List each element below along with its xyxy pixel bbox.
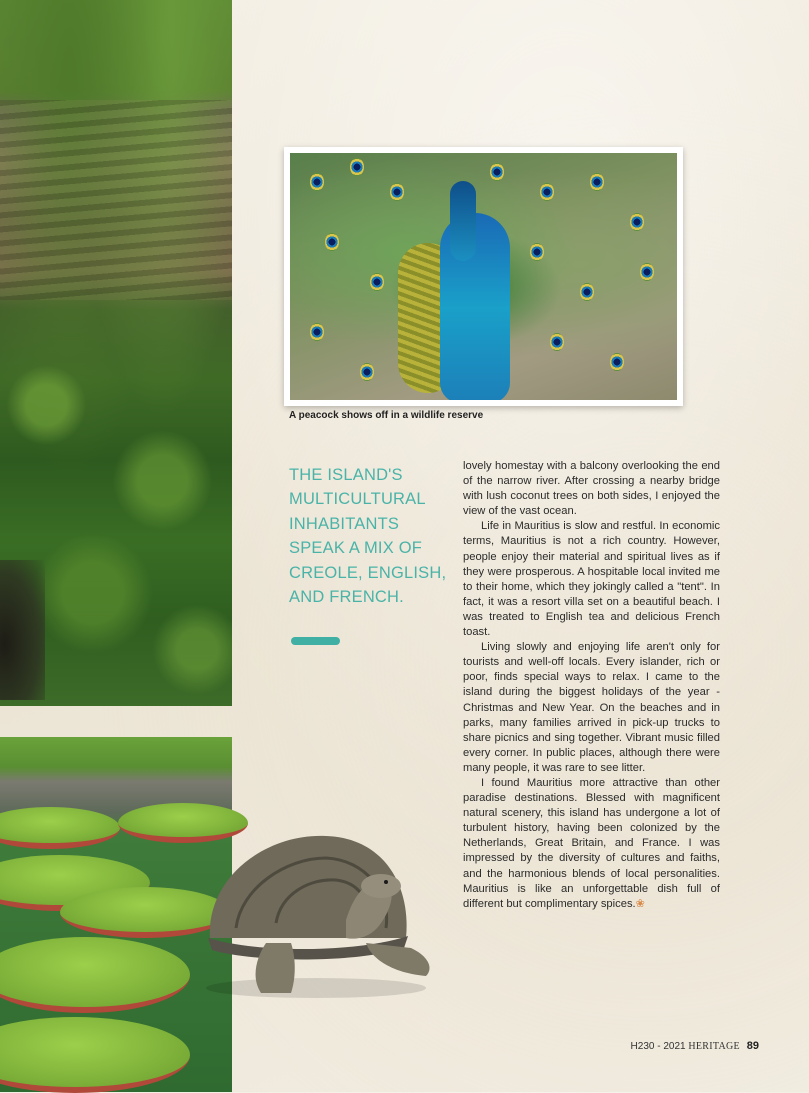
cliff-cave <box>0 560 45 700</box>
body-paragraph-last <box>463 776 720 912</box>
body-paragraph-text: I found Mauritius more attractive than other paradise destinations. Blessed with magnificent natural scenery, this island has undergone a lot of turbulent history, having been colonized by the Netherlands, Great Britain, and France. I was impressed by the diversity of cultures and faiths, and the harmonious blends of local personalities. Mauritius is like an unforgettable dish full of different but complimentary spices. <box>463 776 720 910</box>
tortoise-head <box>361 874 401 898</box>
cliff-photo <box>0 0 232 706</box>
feather-eye <box>630 213 644 231</box>
peacock-neck <box>450 181 476 261</box>
feather-eye <box>490 163 504 181</box>
page-footer <box>611 1040 759 1052</box>
issue-label: H230 - 2021 <box>630 1041 686 1052</box>
peacock-photo <box>290 153 677 400</box>
lily-pad <box>0 1017 190 1093</box>
body-paragraph: lovely homestay with a balcony overlooking the end of the narrow river. After crossing a nearby bridge with lush coconut trees on both sides, I enjoyed the view of the vast ocean. <box>463 460 720 518</box>
article-body <box>463 459 720 912</box>
feather-eye <box>310 323 324 341</box>
peacock-photo-frame <box>284 147 683 406</box>
lily-pad <box>0 937 190 1013</box>
feather-eye <box>590 173 604 191</box>
feather-eye <box>640 263 654 281</box>
feather-eye <box>350 158 364 176</box>
feather-eye <box>310 173 324 191</box>
feather-eye <box>530 243 544 261</box>
tortoise-photo <box>196 828 438 1000</box>
feather-eye <box>370 273 384 291</box>
leaf-icon: ❀ <box>635 897 645 910</box>
body-paragraph: Living slowly and enjoying life aren't only for tourists and well-off locals. Every islander, rich or poor, finds special ways to relax. I came to the island during the biggest holidays of the year - Christmas and New Year. On the beaches and in parks, many families arrived in pick-up trucks to share picnics and sing together. Vibrant music filled every corner. In public places, although there were many people, it was rare to see litter. <box>463 641 720 774</box>
page-number: 89 <box>746 1040 759 1052</box>
photo-caption: A peacock shows off in a wildlife reserve <box>289 410 484 421</box>
cliff-rock <box>0 100 232 300</box>
tortoise-shadow <box>206 978 426 998</box>
tortoise-eye <box>384 880 388 884</box>
magazine-brand: HERITAGE <box>688 1041 740 1052</box>
feather-eye <box>580 283 594 301</box>
tortoise-back-leg <box>366 943 430 976</box>
pull-quote: THE ISLAND'S MULTICULTURAL INHABITANTS SPEAK A MIX OF CREOLE, ENGLISH, AND FRENCH. <box>289 466 447 607</box>
feather-eye <box>610 353 624 371</box>
feather-eye <box>360 363 374 381</box>
pull-quote-accent-bar <box>291 637 340 645</box>
lily-pad <box>0 807 120 849</box>
feather-eye <box>550 333 564 351</box>
body-paragraph: Life in Mauritius is slow and restful. In economic terms, Mauritius is not a rich country. However, people enjoy their material and spiritual lives as if they were prosperous. A hospitable local invited me to their home, which they jokingly called a "tent". In fact, it was a resort villa set on a beautiful beach. I was treated to English tea and delicious French toast. <box>463 520 720 639</box>
feather-eye <box>390 183 404 201</box>
feather-eye <box>540 183 554 201</box>
feather-eye <box>325 233 339 251</box>
